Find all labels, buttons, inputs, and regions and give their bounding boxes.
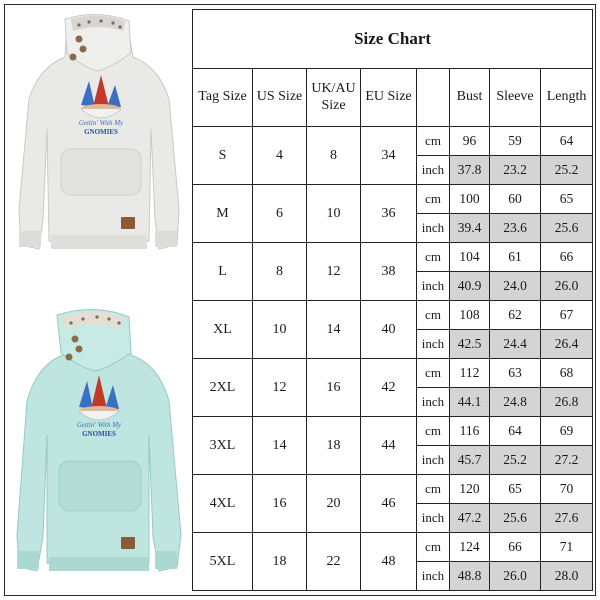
eu-size-cell: 38 (361, 243, 417, 301)
us-size-cell: 10 (253, 301, 307, 359)
header-sleeve: Sleeve (490, 69, 541, 127)
tag-size-cell: 4XL (193, 475, 253, 533)
header-eu-size: EU Size (361, 69, 417, 127)
tag-size-cell: 3XL (193, 417, 253, 475)
unit-cm-cell: cm (417, 301, 450, 330)
sleeve-cm-cell: 65 (490, 475, 541, 504)
unit-cm-cell: cm (417, 417, 450, 446)
us-size-cell: 18 (253, 533, 307, 591)
bust-cm-cell: 120 (450, 475, 490, 504)
length-inch-cell: 28.0 (541, 562, 593, 591)
us-size-cell: 4 (253, 127, 307, 185)
header-length: Length (541, 69, 593, 127)
length-inch-cell: 26.4 (541, 330, 593, 359)
length-cm-cell: 69 (541, 417, 593, 446)
eu-size-cell: 40 (361, 301, 417, 359)
us-size-cell: 16 (253, 475, 307, 533)
us-size-cell: 6 (253, 185, 307, 243)
unit-cm-cell: cm (417, 359, 450, 388)
unit-inch-cell: inch (417, 504, 450, 533)
bust-inch-cell: 44.1 (450, 388, 490, 417)
header-row (193, 69, 593, 127)
unit-cm-cell: cm (417, 127, 450, 156)
bust-cm-cell: 112 (450, 359, 490, 388)
mint-hoodie-photo (9, 305, 187, 591)
eu-size-cell: 44 (361, 417, 417, 475)
sleeve-inch-cell: 24.8 (490, 388, 541, 417)
eu-size-cell: 34 (361, 127, 417, 185)
bust-inch-cell: 45.7 (450, 446, 490, 475)
uk-au-size-cell: 20 (307, 475, 361, 533)
sleeve-cm-cell: 59 (490, 127, 541, 156)
unit-cm-cell: cm (417, 243, 450, 272)
size-row-cm (193, 185, 593, 214)
print-line-2: GNOMIES (84, 128, 118, 136)
unit-cm-cell: cm (417, 185, 450, 214)
mint-hoodie-body (17, 309, 181, 571)
unit-inch-cell: inch (417, 330, 450, 359)
us-size-cell: 12 (253, 359, 307, 417)
eu-size-cell: 46 (361, 475, 417, 533)
bust-inch-cell: 42.5 (450, 330, 490, 359)
sleeve-cm-cell: 63 (490, 359, 541, 388)
length-cm-cell: 64 (541, 127, 593, 156)
tag-size-cell: M (193, 185, 253, 243)
sleeve-cm-cell: 61 (490, 243, 541, 272)
size-row-cm (193, 127, 593, 156)
length-inch-cell: 25.6 (541, 214, 593, 243)
length-inch-cell: 27.2 (541, 446, 593, 475)
tag-size-cell: XL (193, 301, 253, 359)
length-cm-cell: 71 (541, 533, 593, 562)
bust-cm-cell: 108 (450, 301, 490, 330)
unit-inch-cell: inch (417, 446, 450, 475)
sleeve-cm-cell: 66 (490, 533, 541, 562)
bust-cm-cell: 100 (450, 185, 490, 214)
size-chart-table (192, 9, 593, 591)
length-cm-cell: 70 (541, 475, 593, 504)
size-row-cm (193, 301, 593, 330)
chart-title: Size Chart (193, 10, 593, 69)
header-unit (417, 69, 450, 127)
sleeve-inch-cell: 26.0 (490, 562, 541, 591)
bust-cm-cell: 104 (450, 243, 490, 272)
length-cm-cell: 67 (541, 301, 593, 330)
header-tag-size: Tag Size (193, 69, 253, 127)
uk-au-size-cell: 8 (307, 127, 361, 185)
length-cm-cell: 68 (541, 359, 593, 388)
sleeve-cm-cell: 62 (490, 301, 541, 330)
length-cm-cell: 65 (541, 185, 593, 214)
sleeve-inch-cell: 24.0 (490, 272, 541, 301)
eu-size-cell: 42 (361, 359, 417, 417)
bust-cm-cell: 124 (450, 533, 490, 562)
sleeve-inch-cell: 23.6 (490, 214, 541, 243)
unit-inch-cell: inch (417, 272, 450, 301)
length-inch-cell: 25.2 (541, 156, 593, 185)
unit-inch-cell: inch (417, 156, 450, 185)
tag-size-cell: 5XL (193, 533, 253, 591)
header-uk-au-size: UK/AU Size (307, 69, 361, 127)
tag-size-cell: S (193, 127, 253, 185)
uk-au-size-cell: 18 (307, 417, 361, 475)
size-row-cm (193, 243, 593, 272)
sleeve-inch-cell: 25.2 (490, 446, 541, 475)
uk-au-size-cell: 22 (307, 533, 361, 591)
uk-au-size-cell: 14 (307, 301, 361, 359)
uk-au-size-cell: 12 (307, 243, 361, 301)
unit-cm-cell: cm (417, 533, 450, 562)
sleeve-cm-cell: 60 (490, 185, 541, 214)
bust-inch-cell: 48.8 (450, 562, 490, 591)
print-line-1: Gettin' With My (78, 119, 124, 127)
unit-inch-cell: inch (417, 562, 450, 591)
eu-size-cell: 48 (361, 533, 417, 591)
uk-au-size-cell: 16 (307, 359, 361, 417)
bust-inch-cell: 39.4 (450, 214, 490, 243)
length-inch-cell: 27.6 (541, 504, 593, 533)
sleeve-inch-cell: 23.2 (490, 156, 541, 185)
uk-au-size-cell: 10 (307, 185, 361, 243)
bust-inch-cell: 47.2 (450, 504, 490, 533)
unit-cm-cell: cm (417, 475, 450, 504)
bust-inch-cell: 37.8 (450, 156, 490, 185)
tag-size-cell: 2XL (193, 359, 253, 417)
length-inch-cell: 26.0 (541, 272, 593, 301)
us-size-cell: 14 (253, 417, 307, 475)
sleeve-cm-cell: 64 (490, 417, 541, 446)
bust-inch-cell: 40.9 (450, 272, 490, 301)
bust-cm-cell: 116 (450, 417, 490, 446)
print-line-2: GNOMIES (82, 430, 116, 438)
size-row-cm (193, 533, 593, 562)
tag-size-cell: L (193, 243, 253, 301)
us-size-cell: 8 (253, 243, 307, 301)
header-bust: Bust (450, 69, 490, 127)
bust-cm-cell: 96 (450, 127, 490, 156)
sleeve-inch-cell: 24.4 (490, 330, 541, 359)
header-us-size: US Size (253, 69, 307, 127)
print-line-1: Gettin' With My (76, 421, 122, 429)
eu-size-cell: 36 (361, 185, 417, 243)
length-inch-cell: 26.8 (541, 388, 593, 417)
unit-inch-cell: inch (417, 388, 450, 417)
size-chart-image (4, 4, 596, 596)
length-cm-cell: 66 (541, 243, 593, 272)
size-row-cm (193, 475, 593, 504)
gray-hoodie-photo (9, 9, 187, 269)
sleeve-inch-cell: 25.6 (490, 504, 541, 533)
product-photos (5, 5, 190, 595)
size-row-cm (193, 359, 593, 388)
unit-inch-cell: inch (417, 214, 450, 243)
size-row-cm (193, 417, 593, 446)
